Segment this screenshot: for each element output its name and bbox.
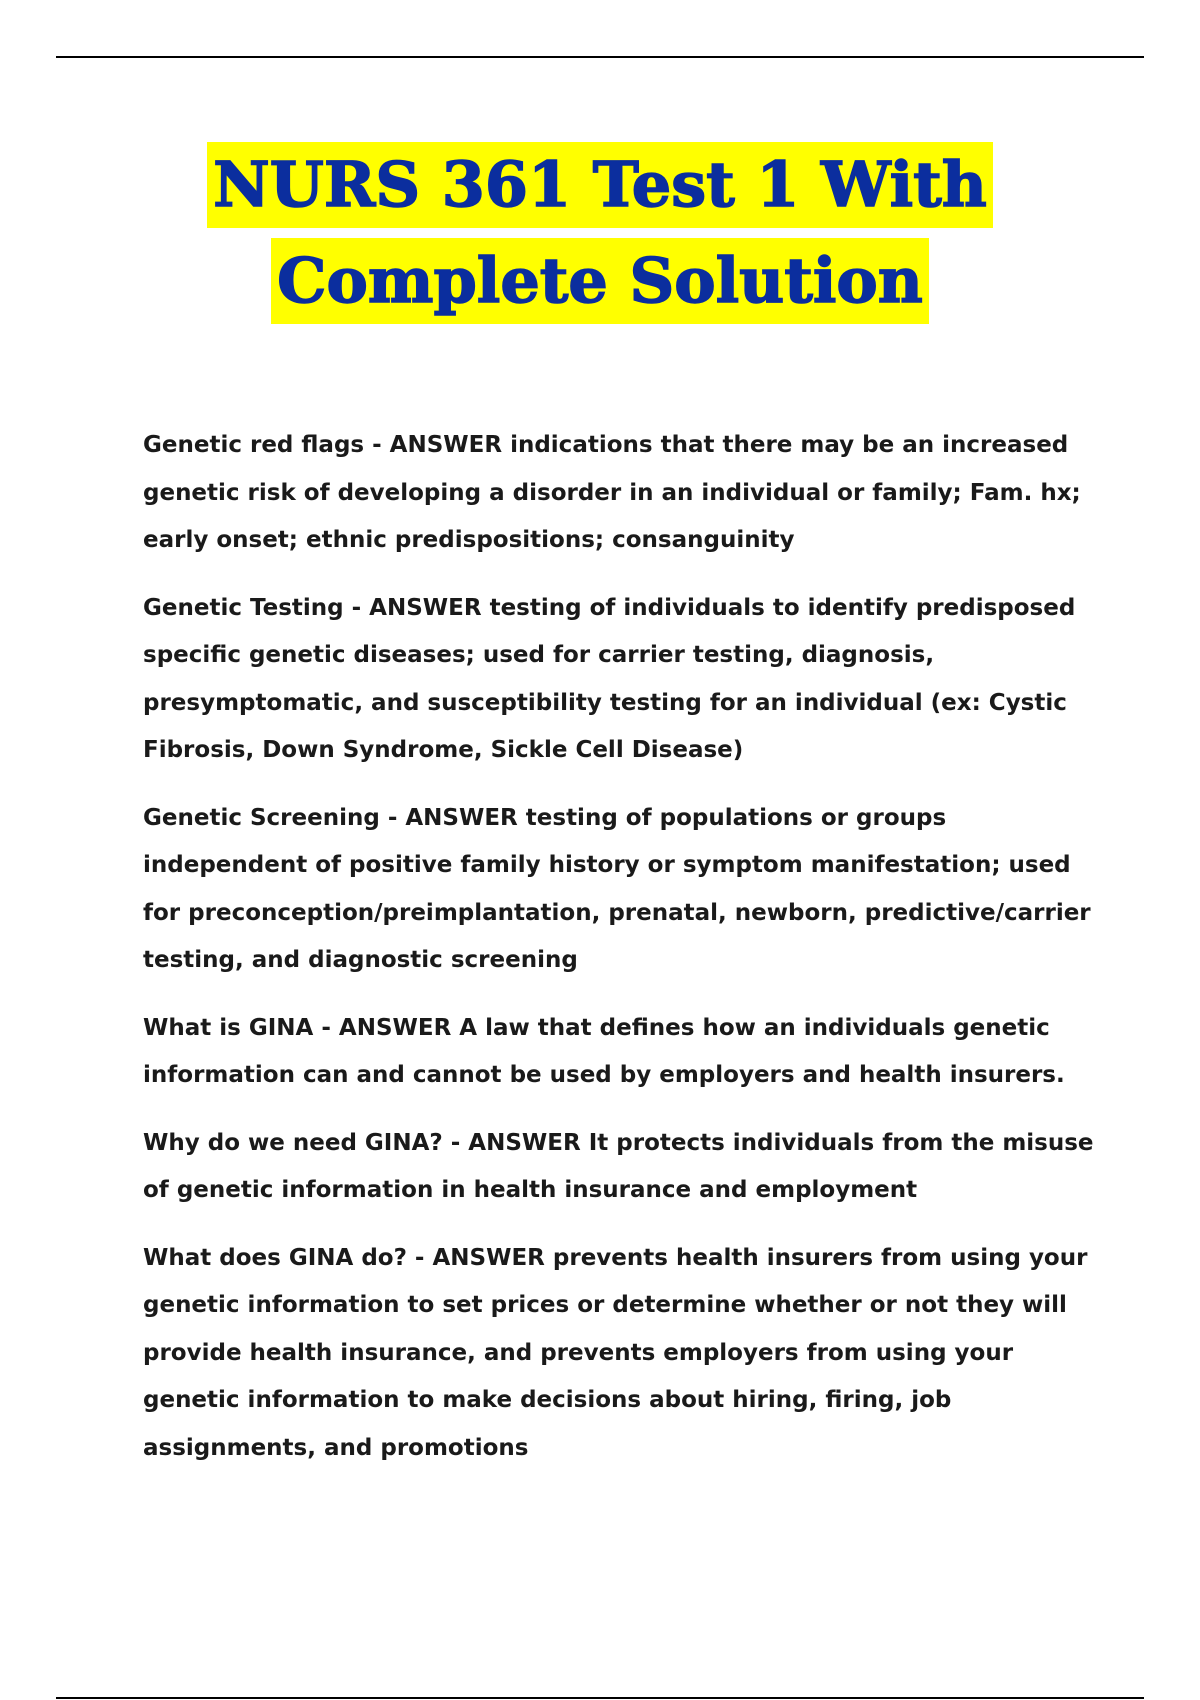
title-line-1 — [0, 142, 1200, 228]
document-title — [0, 142, 1200, 324]
footer-rule — [56, 1697, 1144, 1699]
header-rule — [56, 56, 1144, 58]
qa-genetic-screening: Genetic Screening - ANSWER testing of populations or groups independent of positive family history or symptom manifestation; used for preconception/preimplantation, prenatal, newborn, predictive/carrier testing, and diagnostic screening — [143, 804, 1091, 973]
qa-what-is-gina: What is GINA - ANSWER A law that defines how an individuals genetic information can and cannot be used by employers and health insurers. — [143, 1014, 1065, 1088]
qa-genetic-testing: Genetic Testing - ANSWER testing of individuals to identify predisposed specific genetic diseases; used for carrier testing, diagnosis, presymptomatic, and susceptibility testing for an individual (ex: Cystic Fibrosis, Down Syndrome, Sickle Cell Disease) — [143, 594, 1076, 763]
qa-genetic-red-flags: Genetic red flags - ANSWER indications that there may be an increased genetic risk of developing a disorder in an individual or family; Fam. hx; early onset; ethnic predispositions; consanguinity — [143, 432, 1081, 553]
qa-why-need-gina: Why do we need GINA? - ANSWER It protects individuals from the misuse of genetic information in health insurance and employment — [143, 1129, 1094, 1203]
title-line-2 — [0, 238, 1200, 324]
qa-list — [143, 422, 1103, 1492]
title-text-1: NURS 361 Test 1 With — [207, 142, 993, 228]
title-text-2: Complete Solution — [271, 238, 929, 324]
qa-what-does-gina-do: What does GINA do? - ANSWER prevents health insurers from using your genetic information to set prices or determine whether or not they will provide health insurance, and prevents employers from using your genetic information to make decisions about hiring, firing, job assignments, and promotions — [143, 1244, 1088, 1461]
